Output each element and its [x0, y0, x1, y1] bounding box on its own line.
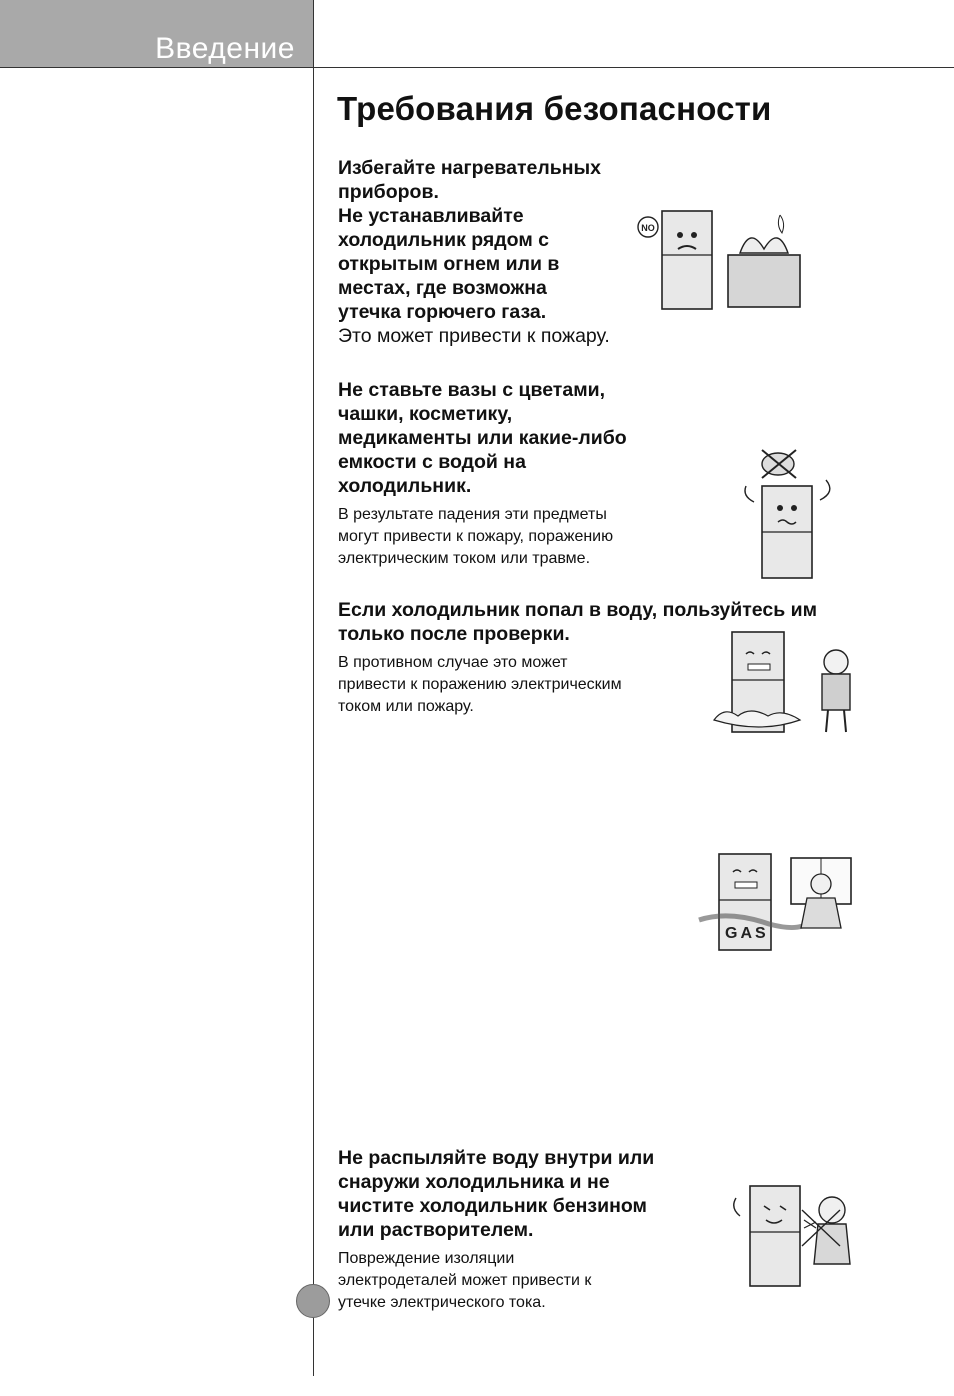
- section-tab: [0, 0, 313, 68]
- gas-sign-text: GAS: [725, 925, 769, 942]
- fridge-flooded-icon: [710, 628, 860, 740]
- page-marker: [296, 1284, 330, 1318]
- section-heading: Избегайте нагревательных приборов. Не устанавливайте холодильник рядом с открытым огнем или в местах, где возможна утечка горючего газа.: [338, 157, 602, 323]
- section-heading: Не ставьте вазы с цветами, чашки, косметику, медикаменты или какие-либо емкости с водой на холодильник.: [338, 379, 627, 497]
- no-sign-text: NO: [641, 223, 655, 233]
- section-tab-label: Введение: [155, 32, 295, 65]
- section-body: В результате падения эти предметы могут привести к пожару, поражению электрическим током или травме.: [338, 506, 614, 567]
- header-rule: [0, 67, 954, 68]
- margin-rule: [313, 0, 314, 1376]
- fridge-gas-leak-window-icon: [695, 848, 865, 954]
- section-heading: Если холодильник попал в воду, пользуйтесь им только после проверки.: [338, 599, 818, 645]
- section-body: Повреждение изоляции электродеталей может привести к утечке электрического тока.: [338, 1250, 592, 1311]
- page-title: Требования безопасности: [337, 90, 772, 127]
- section-spray: [338, 1146, 678, 1314]
- section-heading: Не распыляйте воду внутри или снаружи холодильника и не чистите холодильник бензином или растворителем.: [338, 1147, 655, 1241]
- section-body: Это может привести к пожару.: [338, 325, 610, 347]
- section-body: В противном случае это может привести к поражению электрическим током или пожару.: [338, 654, 622, 715]
- fridge-heater-no-icon: [630, 205, 810, 315]
- section-heaters: [338, 156, 678, 348]
- section-vases: [338, 378, 678, 570]
- fridge-vase-falling-icon: [740, 446, 840, 581]
- fridge-spray-icon: [730, 1176, 860, 1294]
